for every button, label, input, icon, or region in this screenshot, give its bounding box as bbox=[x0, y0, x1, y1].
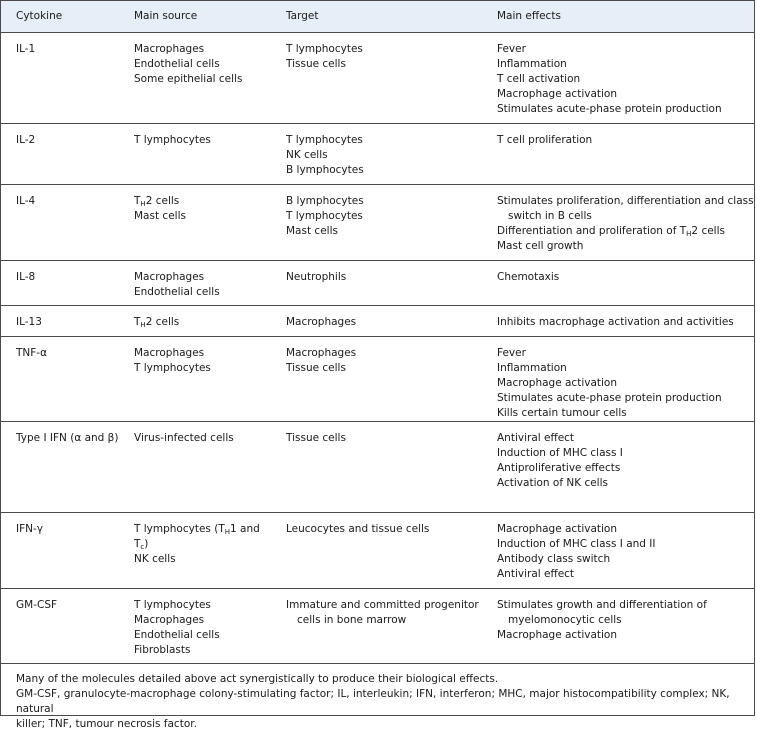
effect-line: switch in B cells bbox=[508, 209, 592, 222]
target-line: Immature and committed progenitor bbox=[286, 598, 479, 611]
target-line: B lymphocytes bbox=[286, 194, 364, 207]
cytokine-cell: TNF-α bbox=[1, 336, 119, 421]
effect-line: Macrophage activation bbox=[497, 628, 617, 641]
target-line: Tissue cells bbox=[286, 361, 346, 374]
main-source-cell bbox=[119, 588, 271, 663]
main-source-cell bbox=[119, 336, 271, 421]
table-footnote bbox=[1, 664, 754, 732]
effect-line: Differentiation and proliferation of $T_H2$ cells bbox=[497, 224, 725, 238]
source-line: Macrophages bbox=[134, 613, 205, 626]
source-line: Endothelial cells bbox=[134, 628, 220, 641]
target-cell bbox=[271, 336, 482, 421]
cytokine-cell: IL-13 bbox=[1, 305, 119, 336]
target-line: cells in bone marrow bbox=[297, 613, 407, 626]
header-cytokine: Cytokine bbox=[1, 1, 119, 32]
cytokine-cell: IL-1 bbox=[1, 32, 119, 123]
main-effects-cell bbox=[482, 32, 754, 123]
target-cell bbox=[271, 588, 482, 663]
target-line: T lymphocytes bbox=[286, 133, 363, 146]
target-cell bbox=[271, 184, 482, 260]
effect-line: Stimulates acute-phase protein production bbox=[497, 391, 722, 404]
main-effects-cell bbox=[482, 421, 754, 512]
target-line: Tissue cells bbox=[286, 431, 346, 444]
effect-line: T cell proliferation bbox=[497, 133, 593, 146]
footnote-line: killer; TNF, tumour necrosis factor. bbox=[16, 717, 197, 730]
effect-line: Antiviral effect bbox=[497, 567, 575, 580]
target-line: Mast cells bbox=[286, 224, 338, 237]
effect-line: Fever bbox=[497, 346, 526, 359]
cytokine-cell: IFN-γ bbox=[1, 512, 119, 588]
effect-line: Antiviral effect bbox=[497, 431, 575, 444]
effect-line: Antibody class switch bbox=[497, 552, 611, 565]
target-line: Macrophages bbox=[286, 346, 357, 359]
header-target: Target bbox=[271, 1, 482, 32]
target-cell bbox=[271, 32, 482, 123]
footnote-line: GM-CSF, granulocyte-macrophage colony-stimulating factor; IL, interleukin; IFN, interferon; MHC, major histocompatibility complex; NK, natural bbox=[16, 687, 730, 715]
target-line: Neutrophils bbox=[286, 270, 347, 283]
source-line: Some epithelial cells bbox=[134, 72, 243, 85]
source-line: $T_H2$ cells bbox=[134, 315, 180, 329]
effect-line: Antiproliferative effects bbox=[497, 461, 621, 474]
target-cell bbox=[271, 421, 482, 512]
source-line: NK cells bbox=[134, 552, 176, 565]
main-source-cell bbox=[119, 421, 271, 512]
source-line: T lymphocytes bbox=[134, 598, 211, 611]
target-line: Tissue cells bbox=[286, 57, 346, 70]
cytokine-cell: IL-4 bbox=[1, 184, 119, 260]
source-line: T lymphocytes bbox=[134, 133, 211, 146]
target-line: NK cells bbox=[286, 148, 328, 161]
effect-line: Induction of MHC class I and II bbox=[497, 537, 656, 550]
main-source-cell bbox=[119, 32, 271, 123]
header-main-source: Main source bbox=[119, 1, 271, 32]
table-row bbox=[1, 305, 754, 336]
effect-line: Fever bbox=[497, 42, 526, 55]
source-line: Endothelial cells bbox=[134, 285, 220, 298]
effect-line: T cell activation bbox=[497, 72, 581, 85]
table-row bbox=[1, 123, 754, 184]
main-source-cell bbox=[119, 305, 271, 336]
target-cell bbox=[271, 305, 482, 336]
source-line: Mast cells bbox=[134, 209, 186, 222]
effect-line: Inhibits macrophage activation and activities bbox=[497, 315, 734, 328]
source-line: Macrophages bbox=[134, 346, 205, 359]
table-header-row bbox=[1, 1, 754, 32]
effect-line: Kills certain tumour cells bbox=[497, 406, 627, 419]
source-line: Fibroblasts bbox=[134, 643, 191, 656]
cytokine-cell: Type I IFN (α and β) bbox=[1, 421, 119, 512]
main-source-cell bbox=[119, 260, 271, 305]
cytokine-cell: IL-2 bbox=[1, 123, 119, 184]
effect-line: Chemotaxis bbox=[497, 270, 560, 283]
cytokine-cell: IL-8 bbox=[1, 260, 119, 305]
effect-line: Mast cell growth bbox=[497, 239, 584, 252]
cytokine-cell: GM-CSF bbox=[1, 588, 119, 663]
effect-line: myelomonocytic cells bbox=[508, 613, 622, 626]
table-row bbox=[1, 588, 754, 663]
main-effects-cell bbox=[482, 184, 754, 260]
table-row bbox=[1, 260, 754, 305]
target-line: T lymphocytes bbox=[286, 42, 363, 55]
source-line: $T_H2$ cells bbox=[134, 194, 180, 208]
main-effects-cell bbox=[482, 588, 754, 663]
main-effects-cell bbox=[482, 305, 754, 336]
effect-line: Stimulates acute-phase protein production bbox=[497, 102, 722, 115]
effect-line: Macrophage activation bbox=[497, 522, 617, 535]
header-main-effects: Main effects bbox=[482, 1, 754, 32]
target-cell bbox=[271, 512, 482, 588]
target-cell bbox=[271, 260, 482, 305]
table-row bbox=[1, 512, 754, 588]
main-effects-cell bbox=[482, 336, 754, 421]
effect-line: Inflammation bbox=[497, 361, 567, 374]
target-line: T lymphocytes bbox=[286, 209, 363, 222]
table-row bbox=[1, 184, 754, 260]
target-line: Leucocytes and tissue cells bbox=[286, 522, 430, 535]
target-line: Macrophages bbox=[286, 315, 357, 328]
effect-line: Activation of NK cells bbox=[497, 476, 608, 489]
main-source-cell bbox=[119, 512, 271, 588]
source-line: T lymphocytes ($T_H1$ and $T_c$) bbox=[134, 522, 260, 551]
source-line: Macrophages bbox=[134, 42, 205, 55]
main-effects-cell bbox=[482, 512, 754, 588]
source-line: T lymphocytes bbox=[134, 361, 211, 374]
effect-line: Stimulates proliferation, differentiation and class bbox=[497, 194, 754, 207]
table-row bbox=[1, 32, 754, 123]
effect-line: Inflammation bbox=[497, 57, 567, 70]
main-effects-cell bbox=[482, 123, 754, 184]
effect-line: Macrophage activation bbox=[497, 376, 617, 389]
target-line: B lymphocytes bbox=[286, 163, 364, 176]
source-line: Virus-infected cells bbox=[134, 431, 234, 444]
cytokine-table bbox=[1, 1, 754, 664]
effect-line: Macrophage activation bbox=[497, 87, 617, 100]
main-effects-cell bbox=[482, 260, 754, 305]
footnote-line: Many of the molecules detailed above act synergistically to produce their biological effects. bbox=[16, 672, 499, 685]
table-row bbox=[1, 336, 754, 421]
source-line: Endothelial cells bbox=[134, 57, 220, 70]
table-row bbox=[1, 421, 754, 512]
main-source-cell bbox=[119, 184, 271, 260]
main-source-cell bbox=[119, 123, 271, 184]
target-cell bbox=[271, 123, 482, 184]
source-line: Macrophages bbox=[134, 270, 205, 283]
effect-line: Stimulates growth and differentiation of bbox=[497, 598, 707, 611]
effect-line: Induction of MHC class I bbox=[497, 446, 623, 459]
